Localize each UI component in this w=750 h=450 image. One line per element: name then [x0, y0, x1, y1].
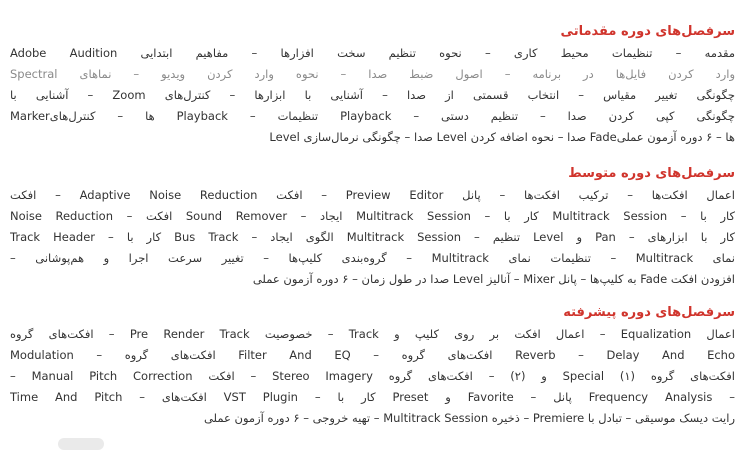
- text-line: افکت‌های گروه Special (۱) و (۲) – افکت‌های گروه Stereo Imagery – افکت Manual Pitch Correction –: [10, 369, 735, 383]
- section-intermediate: [10, 165, 735, 290]
- section-title-beginner: سرفصل‌های دوره مقدماتی: [560, 24, 735, 39]
- text-line: اعمال افکت‌ها – ترکیب افکت‌ها – پانل Preview Editor – افکت Adaptive Noise Reduction – افکت: [10, 188, 735, 202]
- text-line: Noise Reduction – افکت Sound Remover – ایجاد Multitrack Session – کار با Multitrack Session – کار با: [10, 209, 735, 223]
- text-line: افزودن افکت Fade به کلیپ‌ها – پانل Mixer – آنالیز Level صدا در طول زمان – ۶ دوره آزمون عملی: [252, 272, 735, 286]
- section-beginner: [10, 23, 735, 148]
- text-line: اعمال Equalization – اعمال افکت بر روی کلیپ و Track – خصوصیت Pre Render Track – افکت‌های گروه: [10, 327, 735, 341]
- text-line: رایت دیسک موسیقی – تبادل با Premiere – ذخیره Multitrack Session – تهیه خروجی – ۶ دوره آزمون عملی: [203, 411, 735, 425]
- text-line: Marker‌ها – کنترل‌های Playback – تنظیمات Playback – چگونگی کپی کردن صدا – تنظیم دستی: [10, 109, 735, 123]
- section-title-advanced: سرفصل‌های دوره پیشرفته: [563, 305, 735, 320]
- scroll-tab-shape: [58, 438, 104, 450]
- text-line: Time And Pitch – افکت‌های VST Plugin – کار با Preset و Favorite – پانل Frequency Analysis –: [10, 390, 735, 404]
- text-line: نمای Multitrack – تنظیمات نمای Multitrack – گروه‌بندی کلیپ‌ها – تغییر سرعت اجرا و هم‌پوشانی –: [10, 251, 735, 265]
- text-line: وارد کردن فایل‌ها در برنامه – اصول ضبط صدا – نحوه وارد کردن ویدیو – نماهای Spectral: [10, 67, 735, 81]
- text-line: Track Header – کار با Bus Track – الگوی ایجاد Multitrack Session – تنظیم Level و Pan – کار با ابزارهای: [10, 230, 735, 244]
- section-advanced: [10, 304, 735, 429]
- text-line: Level صدا – چگونگی نرمال‌سازی Level صدا – نحوه اضافه کردن Fade‌ها – ۶ دوره آزمون عملی: [269, 130, 735, 144]
- text-line: چگونگی تغییر مقیاس – انتخاب قسمتی از صدا – آشنایی با ابزارها – کنترل‌های Zoom – آشنایی با: [10, 88, 735, 102]
- text-line: مقدمه – تنظیمات محیط کاری – نحوه تنظیم سخت افزارها – مفاهیم ابتدایی Adobe Audition: [10, 46, 735, 60]
- text-line: Modulation – افکت‌های گروه Filter And EQ – افکت‌های گروه Reverb – Delay And Echo: [10, 348, 735, 362]
- section-title-intermediate: سرفصل‌های دوره متوسط: [568, 166, 735, 181]
